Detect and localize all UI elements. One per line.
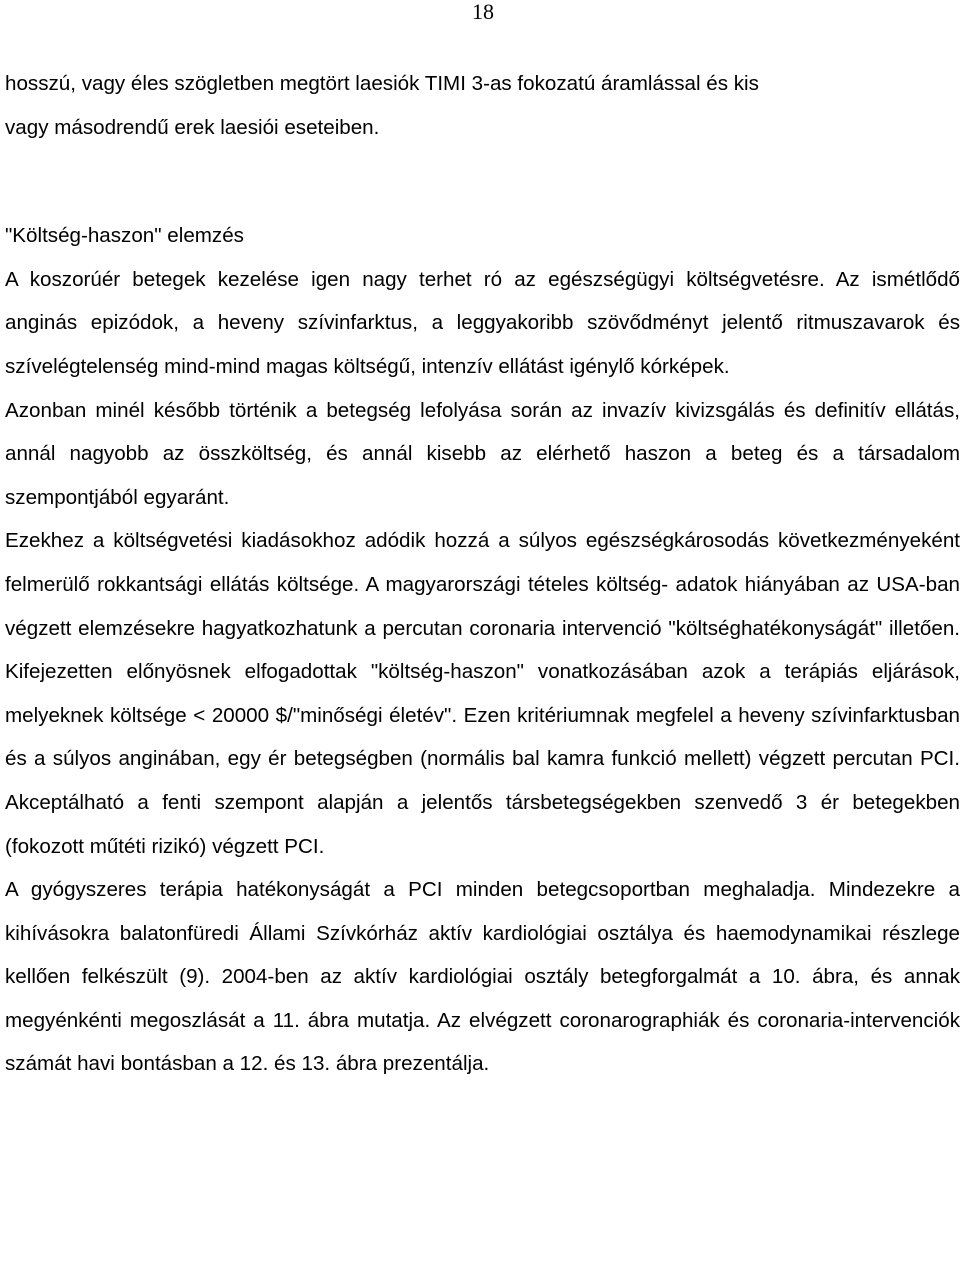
paragraph-pci-efficacy: A gyógyszeres terápia hatékonyságát a PCI minden betegcsoportban meghaladja. Mindezekre a kihívásokra balatonfüredi Állami Szívkórház aktív kardiológiai osztálya és haemodynamikai részlege kellően felkészült (9). 2004-ben az aktív kardiológiai osztály betegforgalmát a 10. ábra, és annak megyénkénti megoszlását a 11. ábra mutatja. Az elvégzett coronarographiák és coronaria-intervenciók számát havi bontásban a 12. és 13. ábra prezentálja.	[5, 878, 960, 1076]
intro-line-1: hosszú, vagy éles szögletben megtört laesiók TIMI 3-as fokozatú áramlással és kis	[5, 72, 759, 95]
paragraph-cost-burden: A koszorúér betegek kezelése igen nagy terhet ró az egészségügyi költségvetésre. Az ismétlődő anginás epizódok, a heveny szívinfarktus, a leggyakoribb szövődményt jelentő ritmuszavarok és szívelégtelenség mind-mind magas költségű, intenzív ellátást igénylő kórképek.	[5, 267, 960, 378]
paragraph-cost-effectiveness: Ezekhez a költségvetési kiadásokhoz adódik hozzá a súlyos egészségkárosodás következményeként felmerülő rokkantsági ellátás költsége. A magyarországi tételes költség- adatok hiányában az USA-ban végzett elemzésekre hagyatkozhatunk a percutan coronaria intervenció "költséghatékonyságát" illetően. Kifejezetten előnyösnek elfogadottak "költség-haszon" vonatkozásában azok a terápiás eljárások, melyeknek költsége < 20000 $/"minőségi életév". Ezen kritériumnak megfelel a heveny szívinfarktusban és a súlyos anginában, egy ér betegségben (normális bal kamra funkció mellett) végzett percutan PCI. Akceptálható a fenti szempont alapján a jelentős társbetegségekben szenvedő 3 ér betegekben (fokozott műtéti rizikó) végzett PCI.	[5, 529, 960, 858]
section-gap	[5, 149, 960, 214]
intro-line-2: vagy másodrendű erek laesiói eseteiben.	[5, 115, 380, 139]
page-number: 18	[472, 0, 494, 24]
paragraph-timing: Azonban minél később történik a betegség lefolyása során az invazív kivizsgálás és definitív ellátás, annál nagyobb az összköltség, és annál kisebb az elérhető haszon a beteg és a társadalom szempontjából egyaránt.	[5, 398, 960, 509]
document-body	[5, 62, 960, 1086]
section-title: "Költség-haszon" elemzés	[5, 224, 244, 248]
